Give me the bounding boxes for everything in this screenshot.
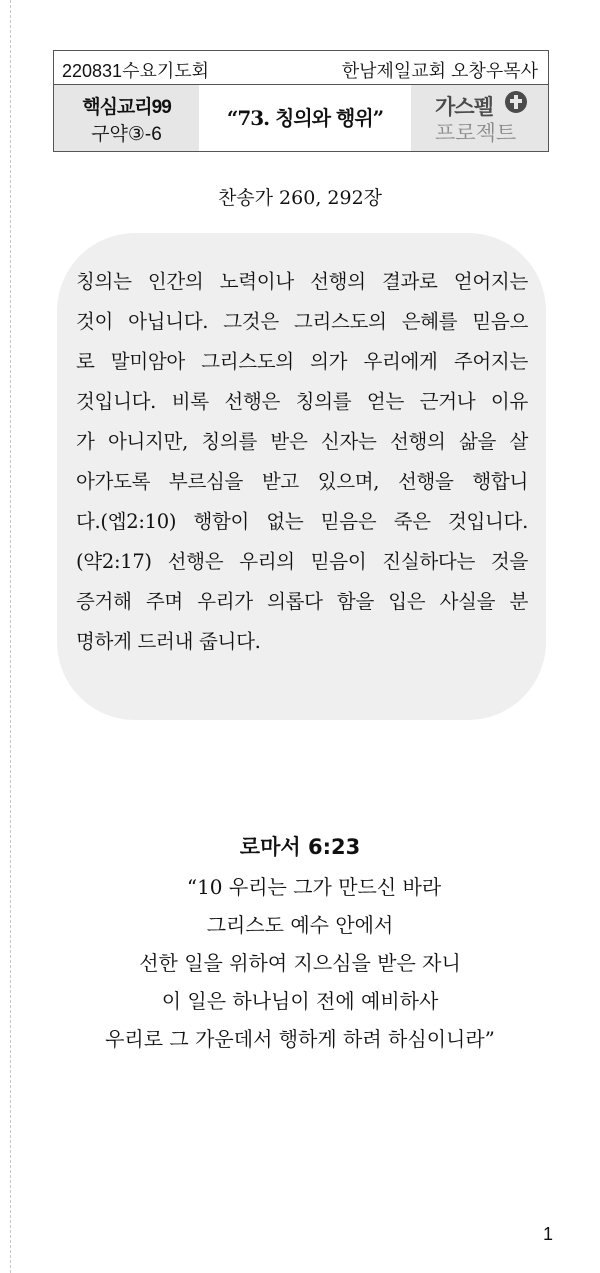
doctrine-line: 것입니다. 비록 선행은 칭의를 얻는 근거나 이유 <box>76 390 528 413</box>
page-number: 1 <box>542 1224 553 1244</box>
doctrine-line: (약2:17) 선행은 우리의 믿음이 진실하다는 것을 <box>76 550 528 573</box>
bulletin-header <box>53 50 549 152</box>
scripture-text <box>0 868 600 1058</box>
logo-text-project: 프로젝트 <box>435 122 517 145</box>
scripture-line: “10 우리는 그가 만드신 바라 <box>186 875 442 899</box>
doctrine-line: 가 아니지만, 칭의를 받은 신자는 선행의 삶을 살 <box>76 430 528 453</box>
series-title: 핵심교리99 <box>82 97 171 118</box>
doctrine-line: 다.(엡2:10) 행함이 없는 믿음은 죽은 것입니다. <box>76 510 528 533</box>
lesson-title: “73. 칭의와 행위” <box>226 106 384 130</box>
hymn-numbers: 찬송가 260, 292장 <box>217 187 383 209</box>
cross-circle-icon <box>505 91 527 113</box>
scripture-line: 이 일은 하나님이 전에 예비하사 <box>161 989 439 1013</box>
doctrine-line: 칭의는 인간의 노력이나 선행의 결과로 얻어지는 <box>76 270 528 293</box>
scripture-line: 우리로 그 가운데서 행하게 하려 하심이니라” <box>105 1027 495 1051</box>
scripture-line: 그리스도 예수 안에서 <box>206 913 394 937</box>
series-subtitle: 구약③-6 <box>91 124 162 145</box>
doctrine-line: 로 말미암아 그리스도의 의가 우리에게 주어지는 <box>76 350 528 373</box>
gospel-project-logo <box>411 85 548 151</box>
header-top-row <box>54 51 548 85</box>
lesson-cell <box>199 85 411 151</box>
header-bottom-row <box>54 85 548 151</box>
doctrine-line: 증거해 주며 우리가 의롭다 함을 입은 사실을 분 <box>76 590 528 613</box>
series-cell <box>54 85 199 151</box>
church-pastor-label: 한남제일교회 오창우목사 <box>341 61 538 81</box>
service-date-label: 220831수요기도회 <box>62 61 210 81</box>
scripture-reference: 로마서 6:23 <box>239 835 361 859</box>
logo-text-gospel: 가스펠 <box>435 96 493 119</box>
doctrine-text <box>76 262 528 662</box>
doctrine-line: 아가도록 부르심을 받고 있으며, 선행을 행합니 <box>76 470 528 493</box>
scripture-line: 선한 일을 위하여 지으심을 받은 자니 <box>139 951 461 975</box>
doctrine-line: 명하게 드러내 줍니다. <box>76 630 261 653</box>
doctrine-line: 것이 아닙니다. 그것은 그리스도의 은혜를 믿음으 <box>76 310 528 333</box>
